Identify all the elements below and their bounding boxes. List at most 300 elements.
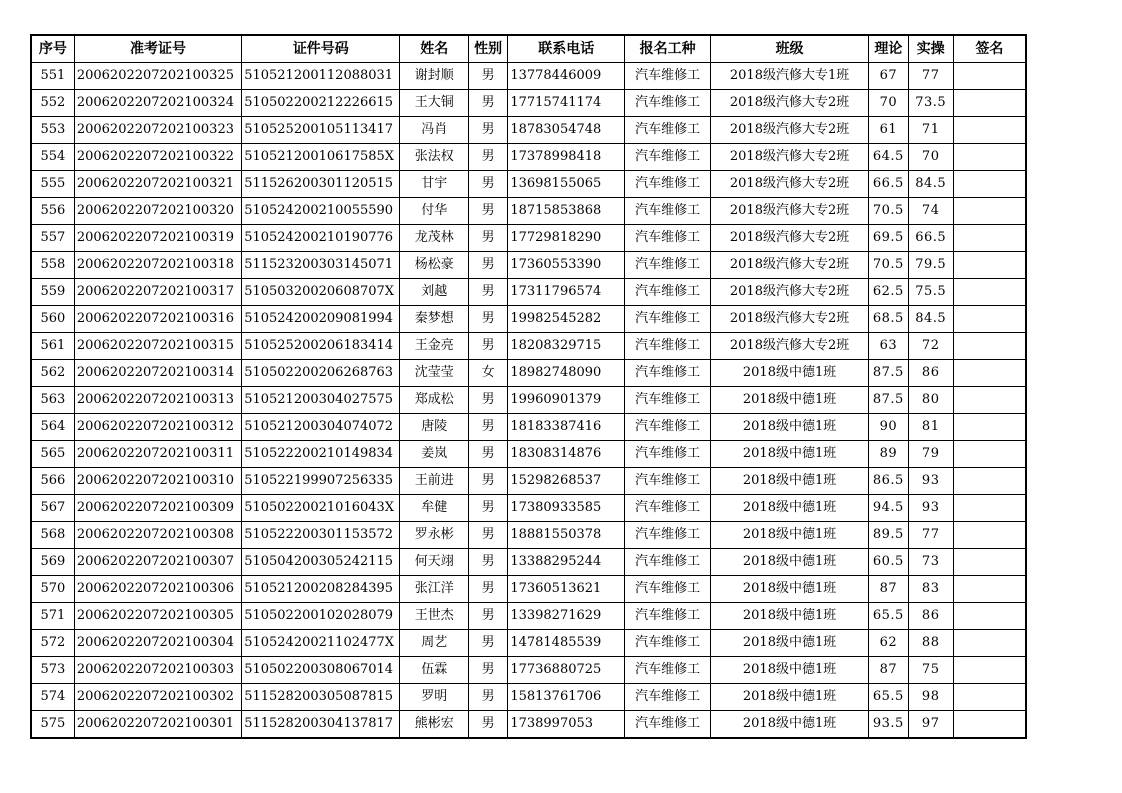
cell-gender: 男 [469,279,508,306]
header-name: 姓名 [400,35,469,63]
cell-exam-no: 2006202207202100318 [74,252,241,279]
cell-theory-score: 89 [869,441,908,468]
table-row [31,306,1026,333]
table-row [31,279,1026,306]
cell-signature [953,225,1026,252]
table-row [31,576,1026,603]
cell-trade: 汽车维修工 [625,387,711,414]
cell-exam-no: 2006202207202100304 [74,630,241,657]
cell-id-no: 510522200301153572 [242,522,400,549]
cell-phone: 13698155065 [508,171,625,198]
header-trade: 报名工种 [625,35,711,63]
cell-exam-no: 2006202207202100322 [74,144,241,171]
cell-class: 2018级汽修大专2班 [710,225,868,252]
cell-exam-no: 2006202207202100324 [74,90,241,117]
cell-phone: 1738997053 [508,711,625,739]
cell-phone: 17378998418 [508,144,625,171]
cell-class: 2018级汽修大专2班 [710,144,868,171]
cell-trade: 汽车维修工 [625,711,711,739]
cell-signature [953,630,1026,657]
table-row [31,522,1026,549]
cell-trade: 汽车维修工 [625,441,711,468]
cell-phone: 17360513621 [508,576,625,603]
cell-class: 2018级汽修大专2班 [710,171,868,198]
cell-id-no: 510502200212226615 [242,90,400,117]
cell-theory-score: 67 [869,63,908,90]
cell-practice-score: 80 [908,387,953,414]
cell-name: 谢封顺 [400,63,469,90]
cell-id-no: 510521200304027575 [242,387,400,414]
cell-seq: 561 [31,333,74,360]
cell-class: 2018级中德1班 [710,387,868,414]
cell-id-no: 510525200105113417 [242,117,400,144]
cell-trade: 汽车维修工 [625,333,711,360]
cell-gender: 男 [469,144,508,171]
cell-exam-no: 2006202207202100303 [74,657,241,684]
table-row [31,360,1026,387]
table-row [31,333,1026,360]
table-row [31,198,1026,225]
cell-seq: 565 [31,441,74,468]
cell-practice-score: 73 [908,549,953,576]
cell-practice-score: 81 [908,414,953,441]
cell-practice-score: 93 [908,468,953,495]
table-row [31,63,1026,90]
cell-id-no: 510522200210149834 [242,441,400,468]
cell-phone: 18308314876 [508,441,625,468]
cell-seq: 564 [31,414,74,441]
cell-name: 牟健 [400,495,469,522]
table-row [31,684,1026,711]
table-body [31,63,1026,739]
cell-theory-score: 62.5 [869,279,908,306]
cell-practice-score: 74 [908,198,953,225]
cell-exam-no: 2006202207202100321 [74,171,241,198]
cell-id-no: 510522199907256335 [242,468,400,495]
cell-name: 何天翊 [400,549,469,576]
cell-theory-score: 87 [869,576,908,603]
cell-theory-score: 62 [869,630,908,657]
cell-theory-score: 89.5 [869,522,908,549]
header-gender: 性别 [469,35,508,63]
cell-gender: 男 [469,306,508,333]
header-theory: 理论 [869,35,908,63]
table-row [31,387,1026,414]
cell-trade: 汽车维修工 [625,306,711,333]
cell-exam-no: 2006202207202100314 [74,360,241,387]
cell-signature [953,414,1026,441]
exam-roster-table [30,34,1027,739]
cell-id-no: 510525200206183414 [242,333,400,360]
cell-phone: 18982748090 [508,360,625,387]
cell-seq: 562 [31,360,74,387]
cell-gender: 男 [469,630,508,657]
cell-class: 2018级中德1班 [710,414,868,441]
cell-exam-no: 2006202207202100325 [74,63,241,90]
cell-gender: 男 [469,198,508,225]
cell-class: 2018级中德1班 [710,522,868,549]
cell-practice-score: 70 [908,144,953,171]
cell-class: 2018级汽修大专2班 [710,279,868,306]
cell-exam-no: 2006202207202100306 [74,576,241,603]
cell-id-no: 510502200308067014 [242,657,400,684]
cell-theory-score: 64.5 [869,144,908,171]
cell-class: 2018级汽修大专2班 [710,198,868,225]
cell-seq: 574 [31,684,74,711]
cell-gender: 男 [469,90,508,117]
cell-signature [953,117,1026,144]
cell-phone: 18183387416 [508,414,625,441]
cell-signature [953,657,1026,684]
cell-gender: 男 [469,657,508,684]
cell-practice-score: 84.5 [908,306,953,333]
cell-theory-score: 65.5 [869,603,908,630]
cell-practice-score: 71 [908,117,953,144]
cell-class: 2018级中德1班 [710,657,868,684]
cell-theory-score: 94.5 [869,495,908,522]
header-sign: 签名 [953,35,1026,63]
cell-name: 龙茂林 [400,225,469,252]
cell-exam-no: 2006202207202100311 [74,441,241,468]
cell-gender: 男 [469,549,508,576]
cell-seq: 563 [31,387,74,414]
cell-trade: 汽车维修工 [625,117,711,144]
cell-signature [953,144,1026,171]
cell-name: 周艺 [400,630,469,657]
cell-signature [953,252,1026,279]
cell-gender: 男 [469,603,508,630]
cell-practice-score: 86 [908,603,953,630]
cell-practice-score: 79.5 [908,252,953,279]
cell-gender: 男 [469,225,508,252]
cell-name: 王世杰 [400,603,469,630]
cell-theory-score: 86.5 [869,468,908,495]
cell-phone: 14781485539 [508,630,625,657]
cell-id-no: 511523200303145071 [242,252,400,279]
cell-practice-score: 66.5 [908,225,953,252]
cell-class: 2018级汽修大专2班 [710,90,868,117]
table-row [31,468,1026,495]
cell-phone: 13398271629 [508,603,625,630]
table-row [31,441,1026,468]
cell-trade: 汽车维修工 [625,414,711,441]
cell-class: 2018级汽修大专2班 [710,252,868,279]
cell-name: 唐陵 [400,414,469,441]
cell-exam-no: 2006202207202100320 [74,198,241,225]
cell-trade: 汽车维修工 [625,576,711,603]
cell-name: 甘宇 [400,171,469,198]
cell-exam-no: 2006202207202100316 [74,306,241,333]
cell-id-no: 510524200210055590 [242,198,400,225]
cell-name: 姜岚 [400,441,469,468]
table-row [31,630,1026,657]
cell-exam-no: 2006202207202100308 [74,522,241,549]
table-row [31,90,1026,117]
cell-theory-score: 87.5 [869,360,908,387]
cell-theory-score: 69.5 [869,225,908,252]
header-class: 班级 [710,35,868,63]
cell-name: 付华 [400,198,469,225]
cell-signature [953,306,1026,333]
cell-signature [953,711,1026,739]
cell-gender: 女 [469,360,508,387]
cell-seq: 573 [31,657,74,684]
table-row [31,171,1026,198]
cell-signature [953,360,1026,387]
cell-seq: 555 [31,171,74,198]
cell-signature [953,603,1026,630]
cell-class: 2018级汽修大专2班 [710,117,868,144]
cell-signature [953,171,1026,198]
cell-signature [953,441,1026,468]
cell-class: 2018级中德1班 [710,441,868,468]
table-row [31,252,1026,279]
cell-practice-score: 86 [908,360,953,387]
table-row [31,603,1026,630]
cell-signature [953,522,1026,549]
cell-trade: 汽车维修工 [625,549,711,576]
table-row [31,549,1026,576]
cell-theory-score: 60.5 [869,549,908,576]
cell-exam-no: 2006202207202100323 [74,117,241,144]
cell-seq: 551 [31,63,74,90]
cell-seq: 571 [31,603,74,630]
cell-theory-score: 66.5 [869,171,908,198]
cell-class: 2018级中德1班 [710,711,868,739]
cell-signature [953,90,1026,117]
cell-seq: 572 [31,630,74,657]
cell-seq: 554 [31,144,74,171]
table-row [31,711,1026,739]
cell-class: 2018级中德1班 [710,576,868,603]
cell-exam-no: 2006202207202100301 [74,711,241,739]
cell-class: 2018级中德1班 [710,360,868,387]
cell-signature [953,387,1026,414]
cell-trade: 汽车维修工 [625,225,711,252]
table-header-row [31,35,1026,63]
cell-seq: 566 [31,468,74,495]
cell-class: 2018级中德1班 [710,468,868,495]
table-row [31,657,1026,684]
cell-phone: 17729818290 [508,225,625,252]
cell-practice-score: 77 [908,63,953,90]
header-id-no: 证件号码 [242,35,400,63]
cell-theory-score: 65.5 [869,684,908,711]
cell-gender: 男 [469,171,508,198]
cell-id-no: 510524200210190776 [242,225,400,252]
cell-gender: 男 [469,468,508,495]
cell-signature [953,549,1026,576]
cell-exam-no: 2006202207202100309 [74,495,241,522]
cell-seq: 553 [31,117,74,144]
cell-trade: 汽车维修工 [625,198,711,225]
cell-practice-score: 73.5 [908,90,953,117]
table-row [31,414,1026,441]
cell-seq: 552 [31,90,74,117]
cell-exam-no: 2006202207202100319 [74,225,241,252]
cell-theory-score: 63 [869,333,908,360]
cell-seq: 575 [31,711,74,739]
cell-practice-score: 98 [908,684,953,711]
cell-theory-score: 68.5 [869,306,908,333]
cell-id-no: 511526200301120515 [242,171,400,198]
cell-name: 罗永彬 [400,522,469,549]
cell-practice-score: 75 [908,657,953,684]
cell-trade: 汽车维修工 [625,252,711,279]
cell-id-no: 51052120010617585X [242,144,400,171]
cell-name: 王前进 [400,468,469,495]
cell-seq: 556 [31,198,74,225]
cell-signature [953,684,1026,711]
cell-name: 伍霖 [400,657,469,684]
cell-theory-score: 93.5 [869,711,908,739]
cell-gender: 男 [469,522,508,549]
cell-phone: 18783054748 [508,117,625,144]
cell-id-no: 510502200206268763 [242,360,400,387]
cell-theory-score: 70 [869,90,908,117]
cell-phone: 15298268537 [508,468,625,495]
cell-trade: 汽车维修工 [625,657,711,684]
cell-class: 2018级汽修大专1班 [710,63,868,90]
cell-class: 2018级汽修大专2班 [710,333,868,360]
cell-theory-score: 87.5 [869,387,908,414]
cell-signature [953,576,1026,603]
cell-gender: 男 [469,252,508,279]
cell-trade: 汽车维修工 [625,468,711,495]
cell-id-no: 511528200305087815 [242,684,400,711]
cell-seq: 558 [31,252,74,279]
cell-gender: 男 [469,63,508,90]
cell-practice-score: 79 [908,441,953,468]
cell-id-no: 51050320020608707X [242,279,400,306]
cell-name: 沈莹莹 [400,360,469,387]
cell-signature [953,468,1026,495]
cell-phone: 19960901379 [508,387,625,414]
cell-signature [953,333,1026,360]
cell-phone: 17380933585 [508,495,625,522]
cell-exam-no: 2006202207202100313 [74,387,241,414]
cell-trade: 汽车维修工 [625,630,711,657]
cell-gender: 男 [469,441,508,468]
header-phone: 联系电话 [508,35,625,63]
cell-practice-score: 75.5 [908,279,953,306]
cell-practice-score: 84.5 [908,171,953,198]
cell-name: 王大铜 [400,90,469,117]
cell-exam-no: 2006202207202100312 [74,414,241,441]
cell-name: 冯肖 [400,117,469,144]
cell-gender: 男 [469,495,508,522]
cell-phone: 13778446009 [508,63,625,90]
cell-class: 2018级汽修大专2班 [710,306,868,333]
cell-gender: 男 [469,117,508,144]
cell-exam-no: 2006202207202100317 [74,279,241,306]
cell-class: 2018级中德1班 [710,684,868,711]
cell-seq: 560 [31,306,74,333]
cell-phone: 17360553390 [508,252,625,279]
cell-seq: 567 [31,495,74,522]
cell-name: 熊彬宏 [400,711,469,739]
cell-exam-no: 2006202207202100302 [74,684,241,711]
cell-seq: 569 [31,549,74,576]
cell-class: 2018级中德1班 [710,630,868,657]
table-row [31,495,1026,522]
cell-gender: 男 [469,414,508,441]
cell-class: 2018级中德1班 [710,495,868,522]
cell-id-no: 51052420021102477X [242,630,400,657]
cell-signature [953,495,1026,522]
cell-theory-score: 61 [869,117,908,144]
exam-roster-sheet [30,34,1027,739]
cell-exam-no: 2006202207202100307 [74,549,241,576]
cell-phone: 19982545282 [508,306,625,333]
cell-trade: 汽车维修工 [625,144,711,171]
header-exam-no: 准考证号 [74,35,241,63]
cell-id-no: 51050220021016043X [242,495,400,522]
cell-trade: 汽车维修工 [625,360,711,387]
cell-exam-no: 2006202207202100310 [74,468,241,495]
cell-seq: 570 [31,576,74,603]
cell-practice-score: 77 [908,522,953,549]
cell-id-no: 510521200304074072 [242,414,400,441]
cell-phone: 18208329715 [508,333,625,360]
cell-seq: 557 [31,225,74,252]
cell-name: 张法权 [400,144,469,171]
cell-trade: 汽车维修工 [625,63,711,90]
cell-id-no: 511528200304137817 [242,711,400,739]
cell-id-no: 510524200209081994 [242,306,400,333]
cell-name: 王金亮 [400,333,469,360]
cell-name: 秦梦想 [400,306,469,333]
cell-name: 郑成松 [400,387,469,414]
cell-trade: 汽车维修工 [625,90,711,117]
cell-phone: 18881550378 [508,522,625,549]
cell-name: 罗明 [400,684,469,711]
cell-name: 刘越 [400,279,469,306]
cell-gender: 男 [469,387,508,414]
cell-theory-score: 70.5 [869,252,908,279]
table-row [31,144,1026,171]
cell-trade: 汽车维修工 [625,279,711,306]
cell-id-no: 510504200305242115 [242,549,400,576]
cell-trade: 汽车维修工 [625,522,711,549]
table-row [31,225,1026,252]
cell-gender: 男 [469,333,508,360]
cell-trade: 汽车维修工 [625,171,711,198]
cell-theory-score: 87 [869,657,908,684]
cell-id-no: 510502200102028079 [242,603,400,630]
cell-phone: 15813761706 [508,684,625,711]
header-seq: 序号 [31,35,74,63]
cell-phone: 18715853868 [508,198,625,225]
table-row [31,117,1026,144]
cell-id-no: 510521200208284395 [242,576,400,603]
cell-theory-score: 90 [869,414,908,441]
cell-practice-score: 88 [908,630,953,657]
cell-exam-no: 2006202207202100305 [74,603,241,630]
cell-theory-score: 70.5 [869,198,908,225]
cell-trade: 汽车维修工 [625,495,711,522]
cell-gender: 男 [469,711,508,739]
cell-phone: 13388295244 [508,549,625,576]
cell-seq: 559 [31,279,74,306]
cell-class: 2018级中德1班 [710,549,868,576]
cell-class: 2018级中德1班 [710,603,868,630]
cell-name: 杨松豪 [400,252,469,279]
cell-phone: 17736880725 [508,657,625,684]
cell-name: 张江洋 [400,576,469,603]
cell-practice-score: 93 [908,495,953,522]
header-practice: 实操 [908,35,953,63]
